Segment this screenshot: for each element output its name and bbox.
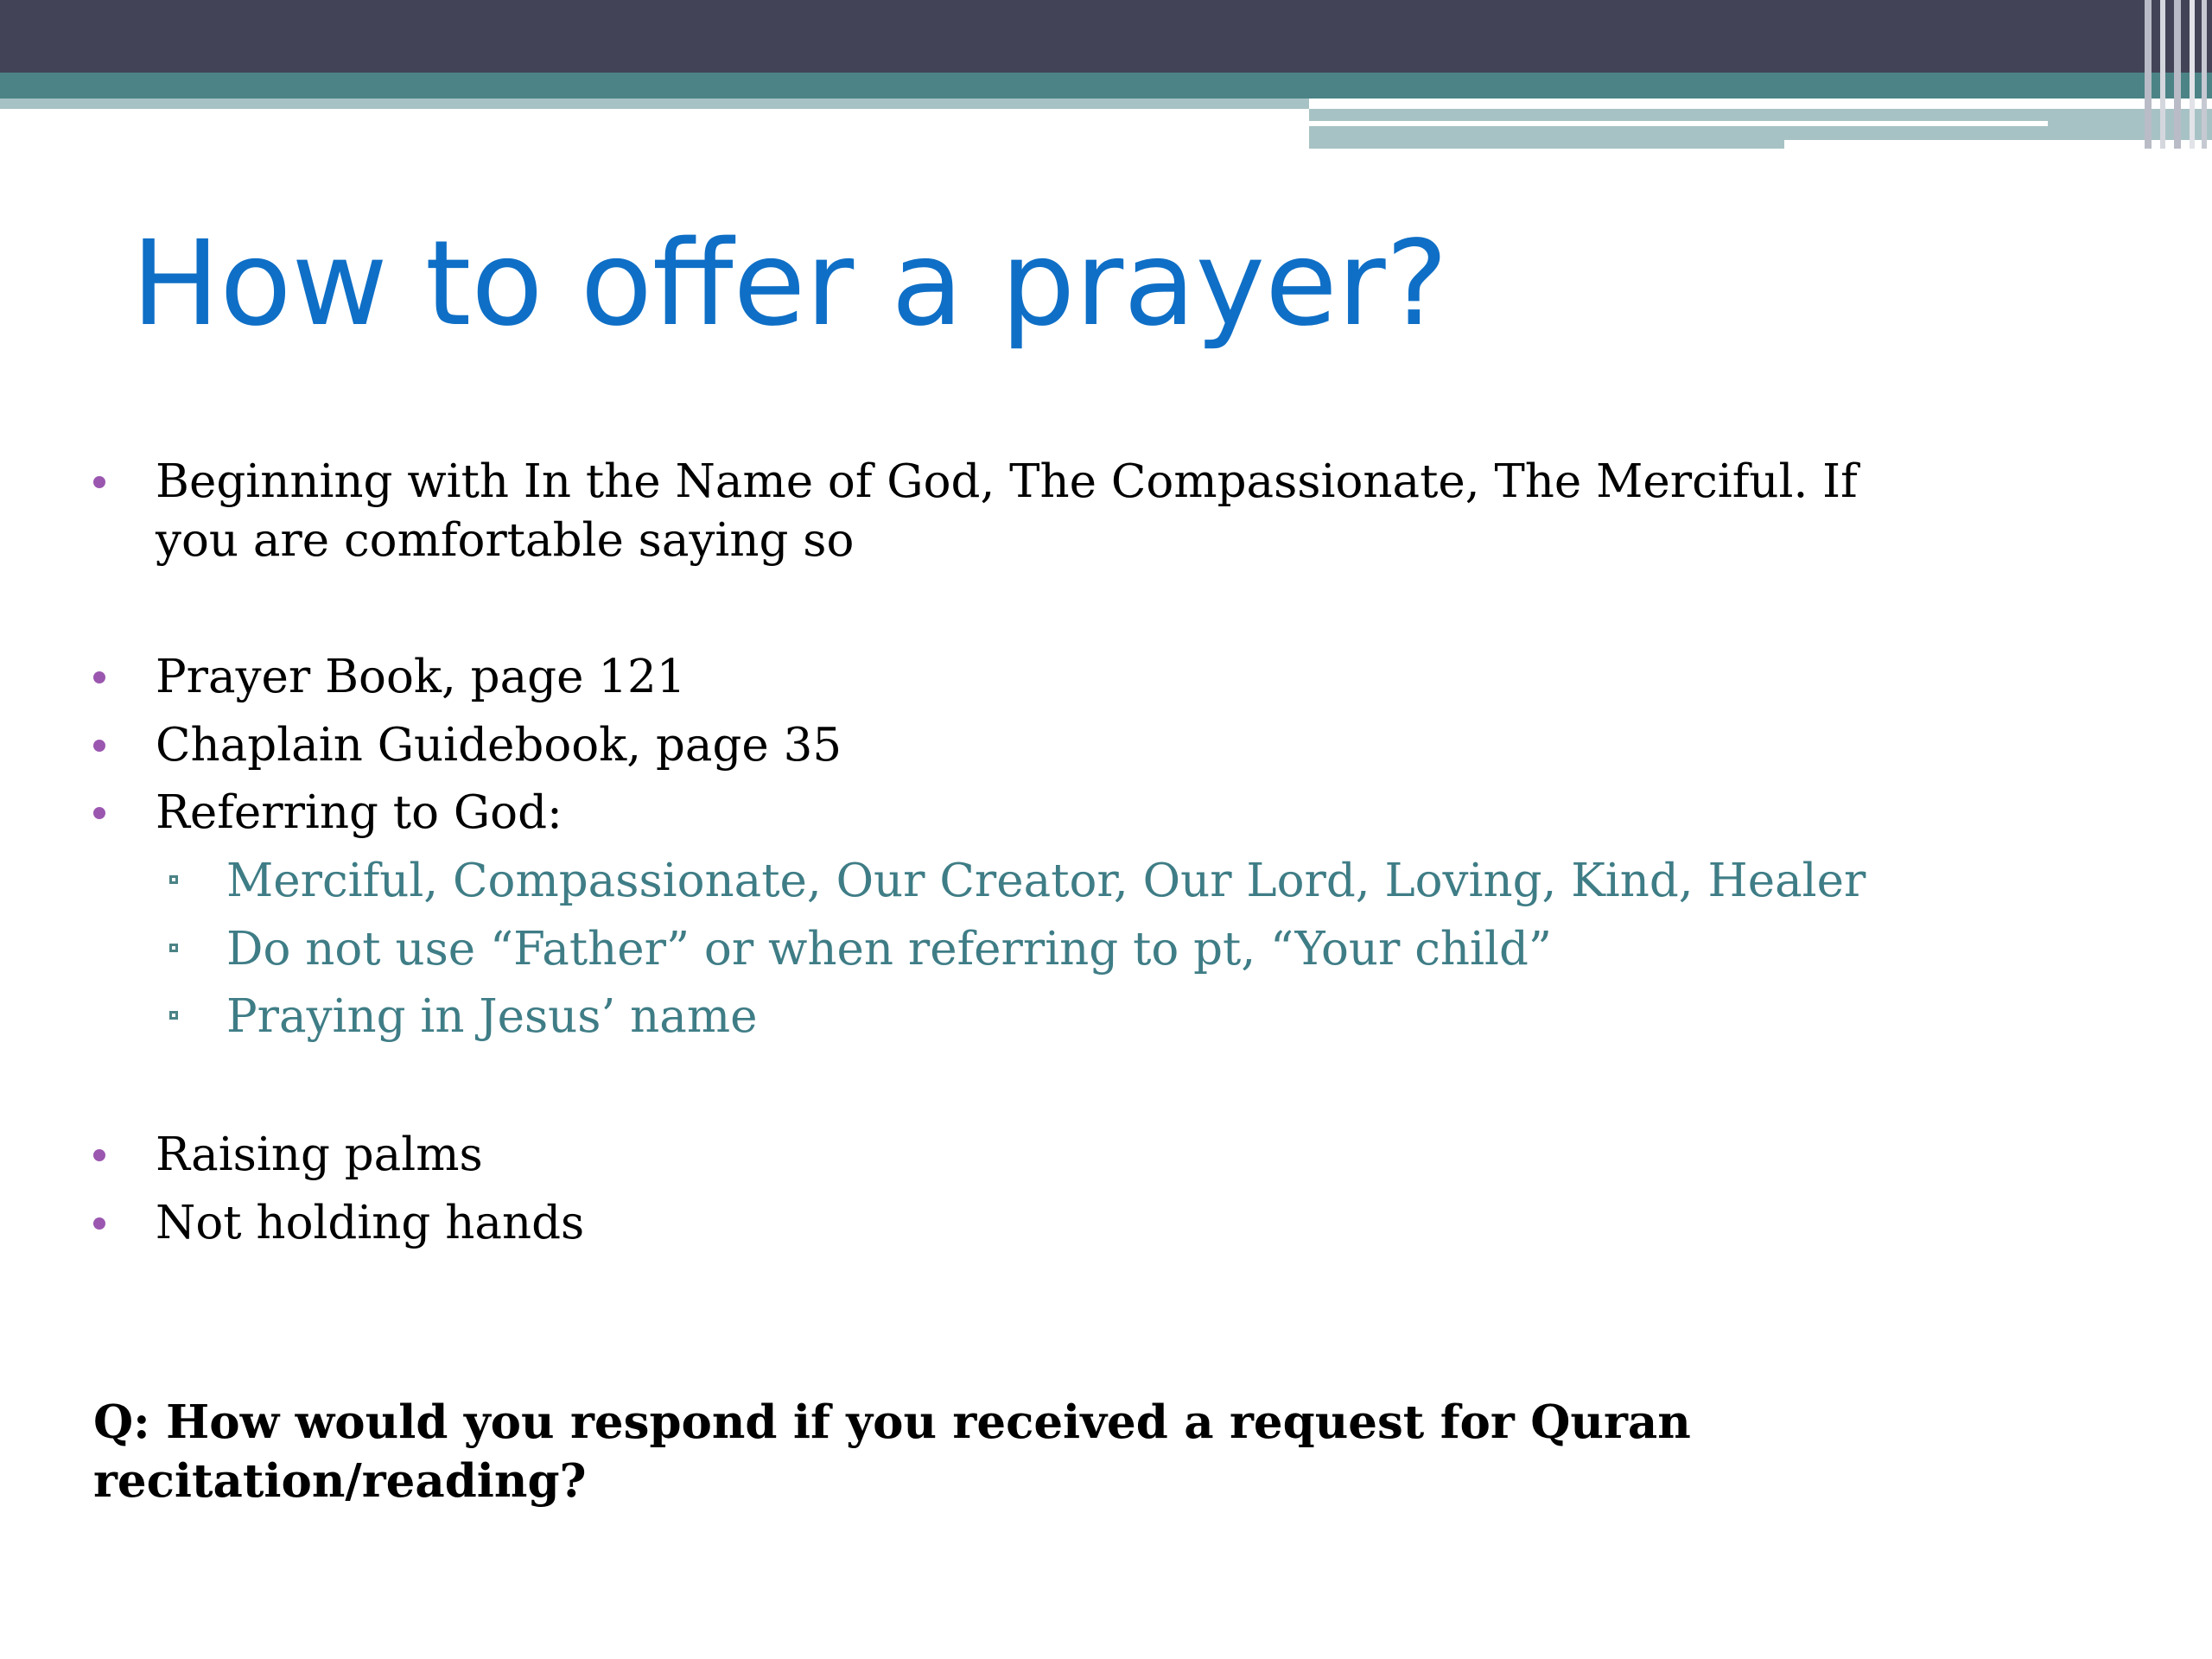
header-edge-stripe: [2160, 0, 2165, 149]
sub-bullet-item: Do not use “Father” or when referring to pt, “Your child”: [226, 923, 1552, 976]
sub-bullet-item: Praying in Jesus’ name: [226, 990, 758, 1043]
header-edge-stripe: [2190, 0, 2195, 149]
header-edge-stripe: [2145, 0, 2152, 149]
bullet-item: Beginning with In the Name of God, The Compassionate, The Merciful. If you are comfortable saying so: [156, 455, 1858, 567]
bullet-dot: [93, 476, 105, 488]
sub-bullet-square: [169, 875, 178, 884]
header-light-bar-left: [0, 99, 1309, 109]
header-dark-bar: [0, 0, 2212, 73]
bullet-item: Raising palms: [156, 1128, 483, 1181]
header-white-line: [1309, 121, 2048, 126]
bullet-item: Not holding hands: [156, 1197, 585, 1249]
bullet-item: Chaplain Guidebook, page 35: [156, 719, 842, 772]
sub-bullet-square: [169, 1011, 178, 1020]
bullet-item: Referring to God:: [156, 786, 563, 839]
header-edge-stripe: [2174, 0, 2181, 149]
bullet-item: Prayer Book, page 121: [156, 651, 686, 703]
bullet-dot: [93, 671, 105, 683]
sub-bullet-square: [169, 944, 178, 952]
discussion-question: Q: How would you respond if you received a request for Quran recitation/reading?: [93, 1395, 1691, 1508]
bullet-dot: [93, 1217, 105, 1230]
header-edge-stripe: [2202, 0, 2207, 149]
bullet-dot: [93, 1149, 105, 1161]
slide-title: How to offer a prayer?: [131, 216, 1448, 353]
sub-bullet-item: Merciful, Compassionate, Our Creator, Our Lord, Loving, Kind, Healer: [226, 855, 1866, 907]
bullet-dot: [93, 807, 105, 819]
bullet-dot: [93, 740, 105, 752]
header-teal-bar: [0, 73, 2212, 99]
